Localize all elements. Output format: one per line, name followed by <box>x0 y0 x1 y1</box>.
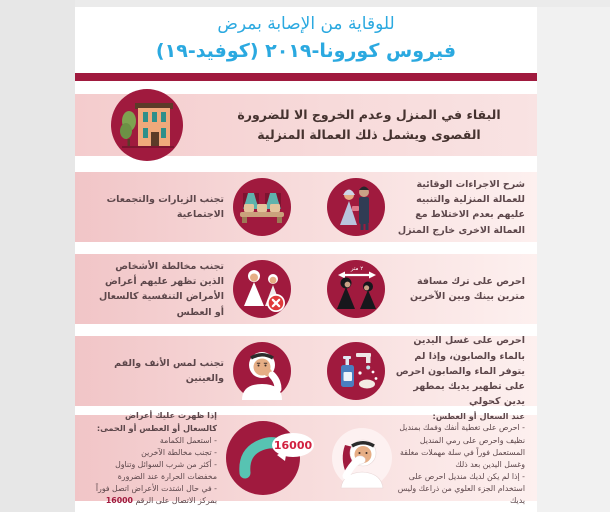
phone-bubble-number: 16000 <box>273 439 313 453</box>
page-margin-left <box>0 0 75 512</box>
avoid-gatherings-text: تجنب الزيارات والتجمعات الاجتماعية <box>106 194 224 221</box>
domestic-workers-icon <box>326 177 386 237</box>
row-sick-contact-and-distance <box>75 254 537 324</box>
avoid-sick-people-text: تجنب مخالطة الأشخاص الذين تظهر عليهم أعراض الأمراض التنفسية كالسعال أو العطس <box>99 261 224 318</box>
header <box>75 7 537 64</box>
hand-washing-icon <box>326 341 386 401</box>
cough-etiquette-icon <box>331 427 393 489</box>
hotline-phone-icon <box>225 419 317 497</box>
row-face-and-handwash <box>75 336 537 406</box>
social-distance-icon <box>326 259 386 319</box>
distance-label: ٢ متر <box>350 266 364 273</box>
symptom-tip: - استعمل الكمامة <box>159 435 217 445</box>
row-symptoms-and-cough <box>75 410 537 506</box>
page-title-line2: فيروس كورونا-٢٠١٩ (كوفيد-١٩) <box>155 39 457 62</box>
tips-rows <box>75 172 537 506</box>
stay-home-banner <box>75 94 537 156</box>
cough-tip: - احرص على تغطية أنفك وفمك بمنديل نظيف واحرص على رمي المنديل المستعمل فوراً في سلة مهملات مغلقة وغسل اليدين بعد ذلك <box>399 423 525 469</box>
infographic-page <box>75 7 537 512</box>
page-title-line1: للوقاية من الإصابة بمرض <box>217 14 395 34</box>
hotline-number: 16000 <box>105 496 133 506</box>
cough-etiquette-instructions <box>393 410 527 507</box>
maroon-divider-bar <box>75 73 537 81</box>
explain-procedures-text: شرح الاجراءات الوقائية للعمالة المنزلية والتنبيه عليهم بعدم الاختلاط مع العمالة الاخرى خارج المنزل <box>397 179 525 236</box>
cough-heading: عند السعال أو العطس: <box>432 410 525 421</box>
majlis-sofa-icon <box>232 177 292 237</box>
symptom-tip-hotline: - في حال اشتدت الأعراض اتصل فوراً بمركز الاتصال على الرقم 16000 <box>95 484 217 506</box>
avoid-touching-face-text: تجنب لمس الأنف والفم والعينين <box>114 358 224 385</box>
hand-washing-text: احرص على غسل اليدين بالماء والصابون، وإذا لم يتوفر الماء والصابون احرص على تطهير يديك بمطهر يدين كحولي <box>395 335 525 408</box>
symptom-tip: - تجنب مخالطة الآخرين <box>141 447 217 457</box>
row-visits-and-workers <box>75 172 537 242</box>
symptom-tip: - أكثر من شرب السوائل وتناول مخفضات الحرارة عند الضرورة <box>115 460 217 482</box>
avoid-touching-face-icon <box>232 341 292 401</box>
symptoms-instructions <box>85 409 225 507</box>
page-margin-top <box>0 0 610 7</box>
symptoms-heading: إذا ظهرت عليك أعراض كالسعال أو العطس أو الحمى: <box>96 410 217 434</box>
stay-home-message: البقاء في المنزل وعدم الخروج الا للضرورة القصوى ويشمل ذلك العمالة المنزلية <box>237 107 501 143</box>
house-icon <box>109 87 185 163</box>
keep-distance-text: احرص على ترك مسافة مترين بينك وبين الآخرين <box>410 276 525 303</box>
avoid-sick-contact-icon <box>232 259 292 319</box>
cough-tip: - إذا لم يكن لديك منديل احرص على استخدام الجزء العلوي من ذراعك وليس يديك <box>397 471 525 505</box>
